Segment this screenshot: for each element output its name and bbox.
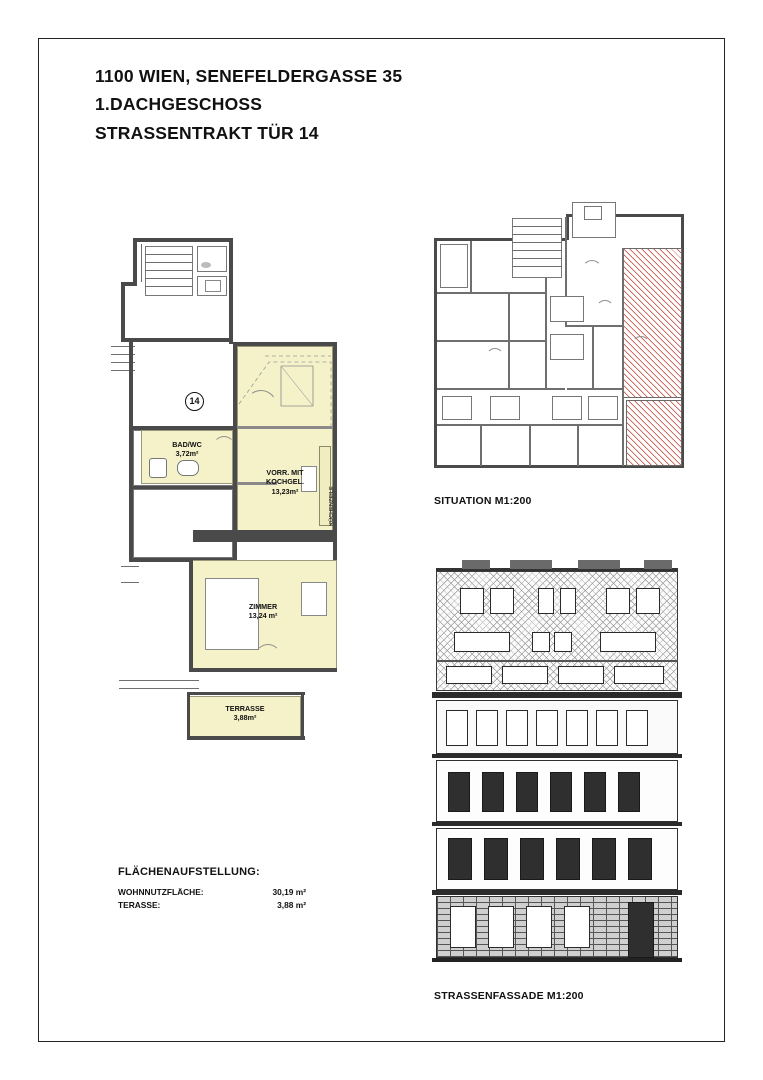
wall-segment (121, 282, 125, 342)
wall-segment (187, 692, 190, 740)
window (490, 588, 514, 614)
unit-number-badge: 14 (185, 392, 204, 411)
area-row-value: 30,19 m² (272, 887, 306, 897)
furniture-cabinet (301, 582, 327, 616)
area-row (118, 899, 348, 912)
shaft-room (197, 246, 227, 272)
room-label-vorraum (247, 468, 323, 496)
room-label-bad-wc-name: BAD/WC (172, 440, 202, 449)
title-line-address: 1100 WIEN, SENEFELDERGASSE 35 (95, 66, 403, 86)
kitchen-label: KÜCHENZEILE (329, 486, 335, 526)
window (614, 666, 664, 684)
wall-segment (121, 338, 233, 342)
floor-plan (105, 230, 355, 770)
window (448, 772, 470, 812)
small-room (442, 396, 472, 420)
room-label-vorraum-name: VORR. MIT KOCHGEL. (266, 468, 304, 487)
window (526, 906, 552, 948)
roof-element (584, 206, 602, 220)
window (476, 710, 498, 746)
window (520, 838, 544, 880)
wall-segment (187, 736, 305, 740)
window (584, 772, 606, 812)
room-label-zimmer (223, 602, 303, 621)
room-label-terrasse-area: 3,88m² (233, 713, 257, 723)
window (560, 588, 576, 614)
small-room (440, 244, 468, 288)
window (446, 666, 492, 684)
room-label-zimmer-name: ZIMMER (248, 602, 278, 611)
window (600, 632, 656, 652)
small-room (550, 296, 584, 322)
window (502, 666, 548, 684)
window (558, 666, 604, 684)
fixture-wc (149, 458, 167, 478)
window (506, 710, 528, 746)
door-swing (582, 260, 602, 280)
window (538, 588, 554, 614)
area-schedule (118, 866, 348, 912)
window (484, 838, 508, 880)
door-swing (486, 348, 504, 366)
area-schedule-title: FLÄCHENAUFSTELLUNG: (118, 866, 260, 878)
room-label-bad-wc-area: 3,72m² (175, 449, 199, 459)
small-room (550, 334, 584, 360)
room-label-vorraum-area: 13,23m² (271, 486, 299, 496)
window (564, 906, 590, 948)
caption-facade: STRASSENFASSADE M1:200 (434, 990, 584, 1002)
highlighted-unit (622, 248, 682, 398)
wall-segment (187, 692, 305, 695)
window (626, 710, 648, 746)
small-room (552, 396, 582, 420)
title-line-floor: 1.DACHGESCHOSS (95, 94, 263, 115)
title-line-unit: STRASSENTRAKT TÜR 14 (95, 122, 319, 143)
window (606, 588, 630, 614)
window (566, 710, 588, 746)
wall-segment (301, 692, 304, 740)
wall-segment (133, 238, 233, 242)
window (536, 710, 558, 746)
shaft-line (141, 244, 142, 282)
window (454, 632, 510, 652)
area-row (118, 886, 348, 899)
fixture-basin (177, 460, 199, 476)
window (636, 588, 660, 614)
roof-outline (235, 344, 339, 436)
highlighted-unit (626, 400, 682, 466)
room-label-terrasse (205, 704, 285, 723)
title-block (95, 62, 575, 147)
wall-segment (193, 530, 337, 542)
facade-elevation (432, 560, 682, 970)
window (460, 588, 484, 614)
window (488, 906, 514, 948)
window (628, 838, 652, 880)
door-swing (255, 644, 281, 670)
window (596, 710, 618, 746)
neighbour-room (133, 489, 233, 558)
area-row-label: WOHNNUTZFLÄCHE: (118, 887, 204, 897)
window (532, 632, 550, 652)
wall-segment (189, 560, 193, 672)
entrance-door (628, 902, 654, 958)
caption-situation: SITUATION M1:200 (434, 495, 532, 507)
room-label-terrasse-name: TERRASSE (225, 704, 265, 713)
stair-core (512, 218, 562, 278)
room-label-zimmer-area: 13,24 m² (248, 611, 278, 621)
area-row-value: 3,88 m² (277, 900, 306, 911)
window (618, 772, 640, 812)
area-row-label: TERASSE: (118, 900, 161, 911)
wall-segment (229, 238, 233, 344)
window (556, 838, 580, 880)
small-room (588, 396, 618, 420)
room-label-bad-wc (147, 440, 227, 459)
window (450, 906, 476, 948)
window (550, 772, 572, 812)
window (592, 838, 616, 880)
situation-plan (432, 200, 692, 475)
window (482, 772, 504, 812)
window (516, 772, 538, 812)
small-room (490, 396, 520, 420)
wall-segment (133, 238, 137, 286)
door-swing (596, 300, 614, 318)
door-swing (632, 336, 650, 354)
window (446, 710, 468, 746)
window (554, 632, 572, 652)
window (448, 838, 472, 880)
